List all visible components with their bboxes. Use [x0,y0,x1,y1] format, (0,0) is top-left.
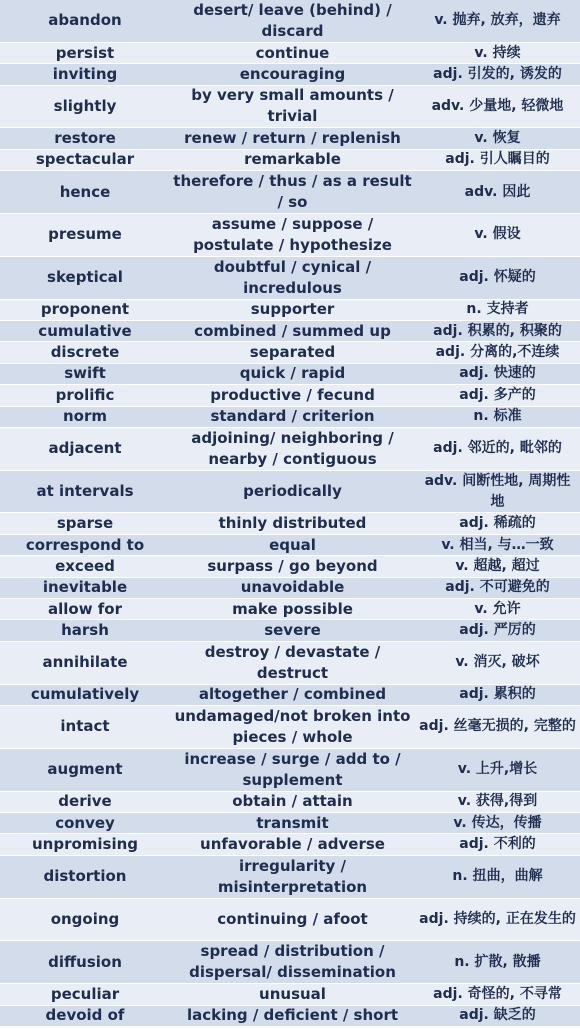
synonyms-cell: desert/ leave (behind) / discard [193,0,392,40]
synonyms-cell: productive / fecund [210,385,375,404]
table-row [0,513,580,534]
definition-cell: adj. 快速的 [459,365,536,382]
definition-cell: adj. 不可避免的 [445,579,550,596]
synonyms-cell: destroy / devastate / destruct [204,642,381,682]
word-cell: augment [47,760,123,779]
word-cell: inevitable [42,578,128,597]
word-cell: peculiar [50,984,120,1003]
synonyms-cell: separated [249,343,336,362]
synonyms-cell: continuing / afoot [217,909,368,928]
table-row [0,43,580,64]
word-cell: convey [55,813,115,832]
definition-cell: adj. 奇怪的, 不寻常 [433,985,562,1002]
table-row [0,642,580,685]
synonyms-cell: unusual [259,984,326,1003]
table-row [0,428,580,471]
definition-cell: v. 假设 [474,226,521,243]
definition-cell: adj. 累积的 [459,686,536,703]
definition-cell: n. 标准 [473,408,522,425]
definition-cell: v. 获得,得到 [457,793,538,810]
word-cell: swift [64,364,106,383]
synonyms-cell: spread / distribution / dispersal/ dissemination [189,942,396,982]
synonyms-cell: make possible [232,599,353,618]
table-row [0,578,580,599]
table-row [0,385,580,406]
synonyms-cell: periodically [243,482,342,501]
word-cell: persist [55,43,115,62]
word-cell: annihilate [42,653,128,672]
word-cell: sparse [56,514,114,533]
word-cell: norm [62,407,107,426]
table-row [0,171,580,214]
definition-cell: n. 支持者 [466,301,529,318]
table-row [0,706,580,749]
definition-cell: adj. 邻近的, 毗邻的 [433,440,562,457]
table-row [0,599,580,620]
synonyms-cell: supporter [250,300,335,319]
synonyms-cell: surpass / go beyond [207,556,378,575]
table-row [0,407,580,428]
definition-cell: adj. 多产的 [459,386,536,403]
word-cell: slightly [53,96,117,115]
table-row [0,321,580,342]
definition-cell: adj. 持续的, 正在发生的 [419,910,576,927]
table-row [0,685,580,706]
word-cell: correspond to [25,535,145,554]
table-row [0,749,580,792]
table-row [0,984,580,1005]
table-row [0,620,580,641]
word-cell: hence [59,182,111,201]
table-row [0,471,580,514]
word-cell: devoid of [45,1006,125,1025]
word-cell: allow for [47,599,123,618]
word-cell: prolific [55,385,115,404]
word-cell: abandon [48,11,122,30]
table-row [0,150,580,171]
definition-cell: adj. 丝毫无损的, 完整的 [419,718,576,735]
table-row [0,856,580,899]
table-row [0,535,580,556]
definition-cell: v. 上升,增长 [457,761,538,778]
word-cell: skeptical [47,268,123,287]
word-cell: at intervals [36,482,134,501]
definition-cell: adj. 引发的, 诱发的 [433,65,562,82]
definition-cell: v. 传达，传播 [453,814,542,831]
definition-cell: adj. 怀疑的 [459,269,536,286]
synonyms-cell: doubtful / cynical / incredulous [213,257,372,297]
table-row [0,300,580,321]
synonyms-cell: renew / return / replenish [184,129,401,148]
word-cell: restore [54,129,116,148]
definition-cell: v. 消灭, 破坏 [455,654,540,671]
synonyms-cell: altogether / combined [198,685,387,704]
synonyms-cell: remarkable [244,150,341,169]
definition-cell: adj. 分离的,不连续 [435,344,560,361]
definition-cell: adj. 不利的 [459,836,536,853]
definition-cell: adv. 间断性地, 周期性地 [424,472,571,510]
table-row [0,86,580,129]
word-cell: unpromising [31,835,139,854]
word-cell: adjacent [48,439,122,458]
definition-cell: n. 扩散, 散播 [454,953,541,970]
word-cell: cumulatively [30,685,140,704]
definition-cell: adj. 缺乏的 [459,1007,536,1024]
definition-cell: v. 抛弃, 放弃，遗弃 [434,12,561,29]
table-row [0,342,580,363]
synonyms-cell: severe [264,621,321,640]
word-cell: diffusion [48,952,122,971]
definition-cell: n. 扭曲，曲解 [452,868,543,885]
table-row [0,899,580,942]
definition-cell: v. 允许 [474,600,521,617]
table-row [0,941,580,984]
table-row [0,1006,580,1027]
definition-cell: v. 恢复 [474,130,521,147]
definition-cell: adj. 严厉的 [459,622,536,639]
word-cell: cumulative [38,321,132,340]
word-cell: ongoing [50,909,120,928]
table-row [0,128,580,149]
table-row [0,813,580,834]
table-row [0,64,580,85]
definition-cell: v. 相当, 与…一致 [441,536,554,553]
synonyms-cell: irregularity / misinterpretation [217,856,368,896]
word-cell: distortion [43,867,127,886]
table-row [0,556,580,577]
table-row [0,792,580,813]
definition-cell: v. 超越, 超过 [455,557,540,574]
word-cell: discrete [50,343,120,362]
synonyms-cell: undamaged/not broken into pieces / whole [174,706,411,746]
synonyms-cell: continue [255,43,330,62]
table-row [0,364,580,385]
synonyms-cell: thinly distributed [218,514,367,533]
table-row [0,0,580,43]
synonyms-cell: lacking / deficient / short [186,1006,399,1025]
definition-cell: adj. 引人瞩目的 [445,151,550,168]
synonyms-cell: quick / rapid [239,364,346,383]
word-cell: exceed [55,556,115,575]
definition-cell: adv. 少量地, 轻微地 [431,97,564,114]
synonyms-cell: unavoidable [240,578,345,597]
table-row [0,214,580,257]
synonyms-cell: encouraging [239,64,346,83]
synonyms-cell: assume / suppose / postulate / hypothesize [193,214,392,254]
synonyms-cell: standard / criterion [210,407,375,426]
synonyms-cell: increase / surge / add to / supplement [184,749,401,789]
word-cell: intact [60,717,110,736]
synonyms-cell: adjoining/ neighboring / nearby / contiguous [191,428,394,468]
definition-cell: adj. 稀疏的 [459,515,536,532]
synonyms-cell: transmit [256,813,329,832]
synonyms-cell: combined / summed up [194,321,391,340]
word-cell: harsh [61,621,109,640]
definition-cell: adv. 因此 [464,183,531,200]
synonyms-cell: equal [269,535,316,554]
word-cell: presume [48,225,122,244]
synonyms-cell: obtain / attain [232,792,353,811]
word-cell: inviting [52,64,118,83]
table-row [0,257,580,300]
word-cell: proponent [40,300,130,319]
table-row [0,834,580,855]
word-cell: spectacular [35,150,135,169]
word-cell: derive [58,792,112,811]
definition-cell: v. 持续 [474,44,521,61]
synonyms-cell: unfavorable / adverse [200,835,385,854]
synonyms-cell: therefore / thus / as a result / so [173,172,412,212]
synonyms-cell: by very small amounts / trivial [191,86,394,126]
definition-cell: adj. 积累的, 积聚的 [433,322,562,339]
